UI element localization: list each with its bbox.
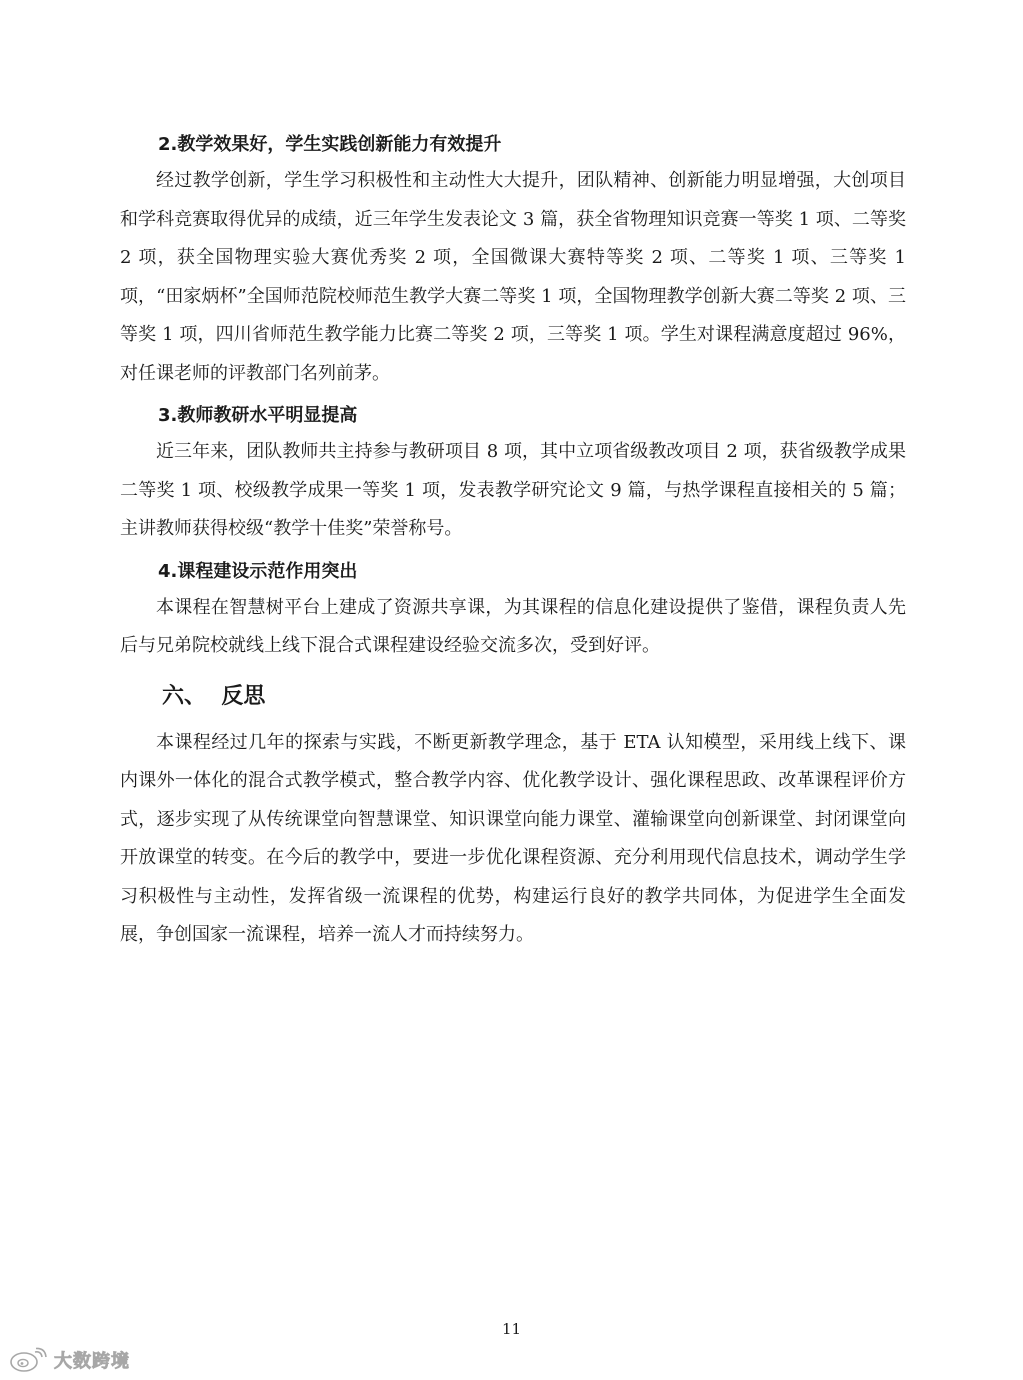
page-number: 11 (501, 1320, 522, 1338)
heading-teaching-effect: 2.教学效果好，学生实践创新能力有效提升 (158, 134, 502, 155)
paragraph-teaching-effect: 经过教学创新，学生学习积极性和主动性大大提升，团队精神、创新能力明显增强，大创项目和学科竞赛取得优异的成绩，近三年学生发表论文 3 篇，获全省物理知识竞赛一等奖 1 项、二等奖 2 项，获全国物理实验大赛优秀奖 2 项，全国微课大赛特等奖 2 项、二等奖 1 项、三等奖 1 项，“田家炳杯”全国师范院校师范生教学大赛二等奖 1 项，全国物理教学创新大赛二等奖 2 项、三等奖 1 项，四川省师范生教学能力比赛二等奖 2 项，三等奖 1 项。学生对课程满意度超过 96%，对任课老师的评教部门名列前茅。 (120, 170, 906, 384)
paragraph-course-demonstration: 本课程在智慧树平台上建成了资源共享课，为其课程的信息化建设提供了鉴借，课程负责人先后与兄弟院校就线上线下混合式课程建设经验交流多次，受到好评。 (120, 596, 906, 656)
heading-course-demonstration: 4.课程建设示范作用突出 (158, 560, 358, 582)
page-content (120, 128, 906, 961)
paragraph-reflection: 本课程经过几年的探索与实践，不断更新教学理念，基于 ETA 认知模型，采用线上线下、课内课外一体化的混合式教学模式，整合教学内容、优化教学设计、强化课程思政、改革课程评价方式，逐步实现了从传统课堂向智慧课堂、知识课堂向能力课堂、灌输课堂向创新课堂、封闭课堂向开放课堂的转变。在今后的教学中，要进一步优化课程资源、充分利用现代信息技术，调动学生学习积极性与主动性，发挥省级一流课程的优势，构建运行良好的教学共同体，为促进学生全面发展，争创国家一流课程，培养一流人才而持续努力。 (120, 731, 906, 945)
paragraph-teacher-research: 近三年来，团队教师共主持参与教研项目 8 项，其中立项省级教改项目 2 项，获省级教学成果二等奖 1 项、校级教学成果一等奖 1 项，发表教学研究论文 9 篇，与热学课程直接相关的 5 篇；主讲教师获得校级“教学十佳奖”荣誉称号。 (120, 441, 906, 539)
section-title-reflection: 六、 反思 (162, 683, 266, 709)
heading-teacher-research: 3.教师教研水平明显提高 (158, 405, 358, 426)
watermark-text: 大数跨境 (54, 1351, 130, 1372)
weibo-logo-icon (8, 1347, 48, 1373)
watermark (8, 1346, 130, 1374)
